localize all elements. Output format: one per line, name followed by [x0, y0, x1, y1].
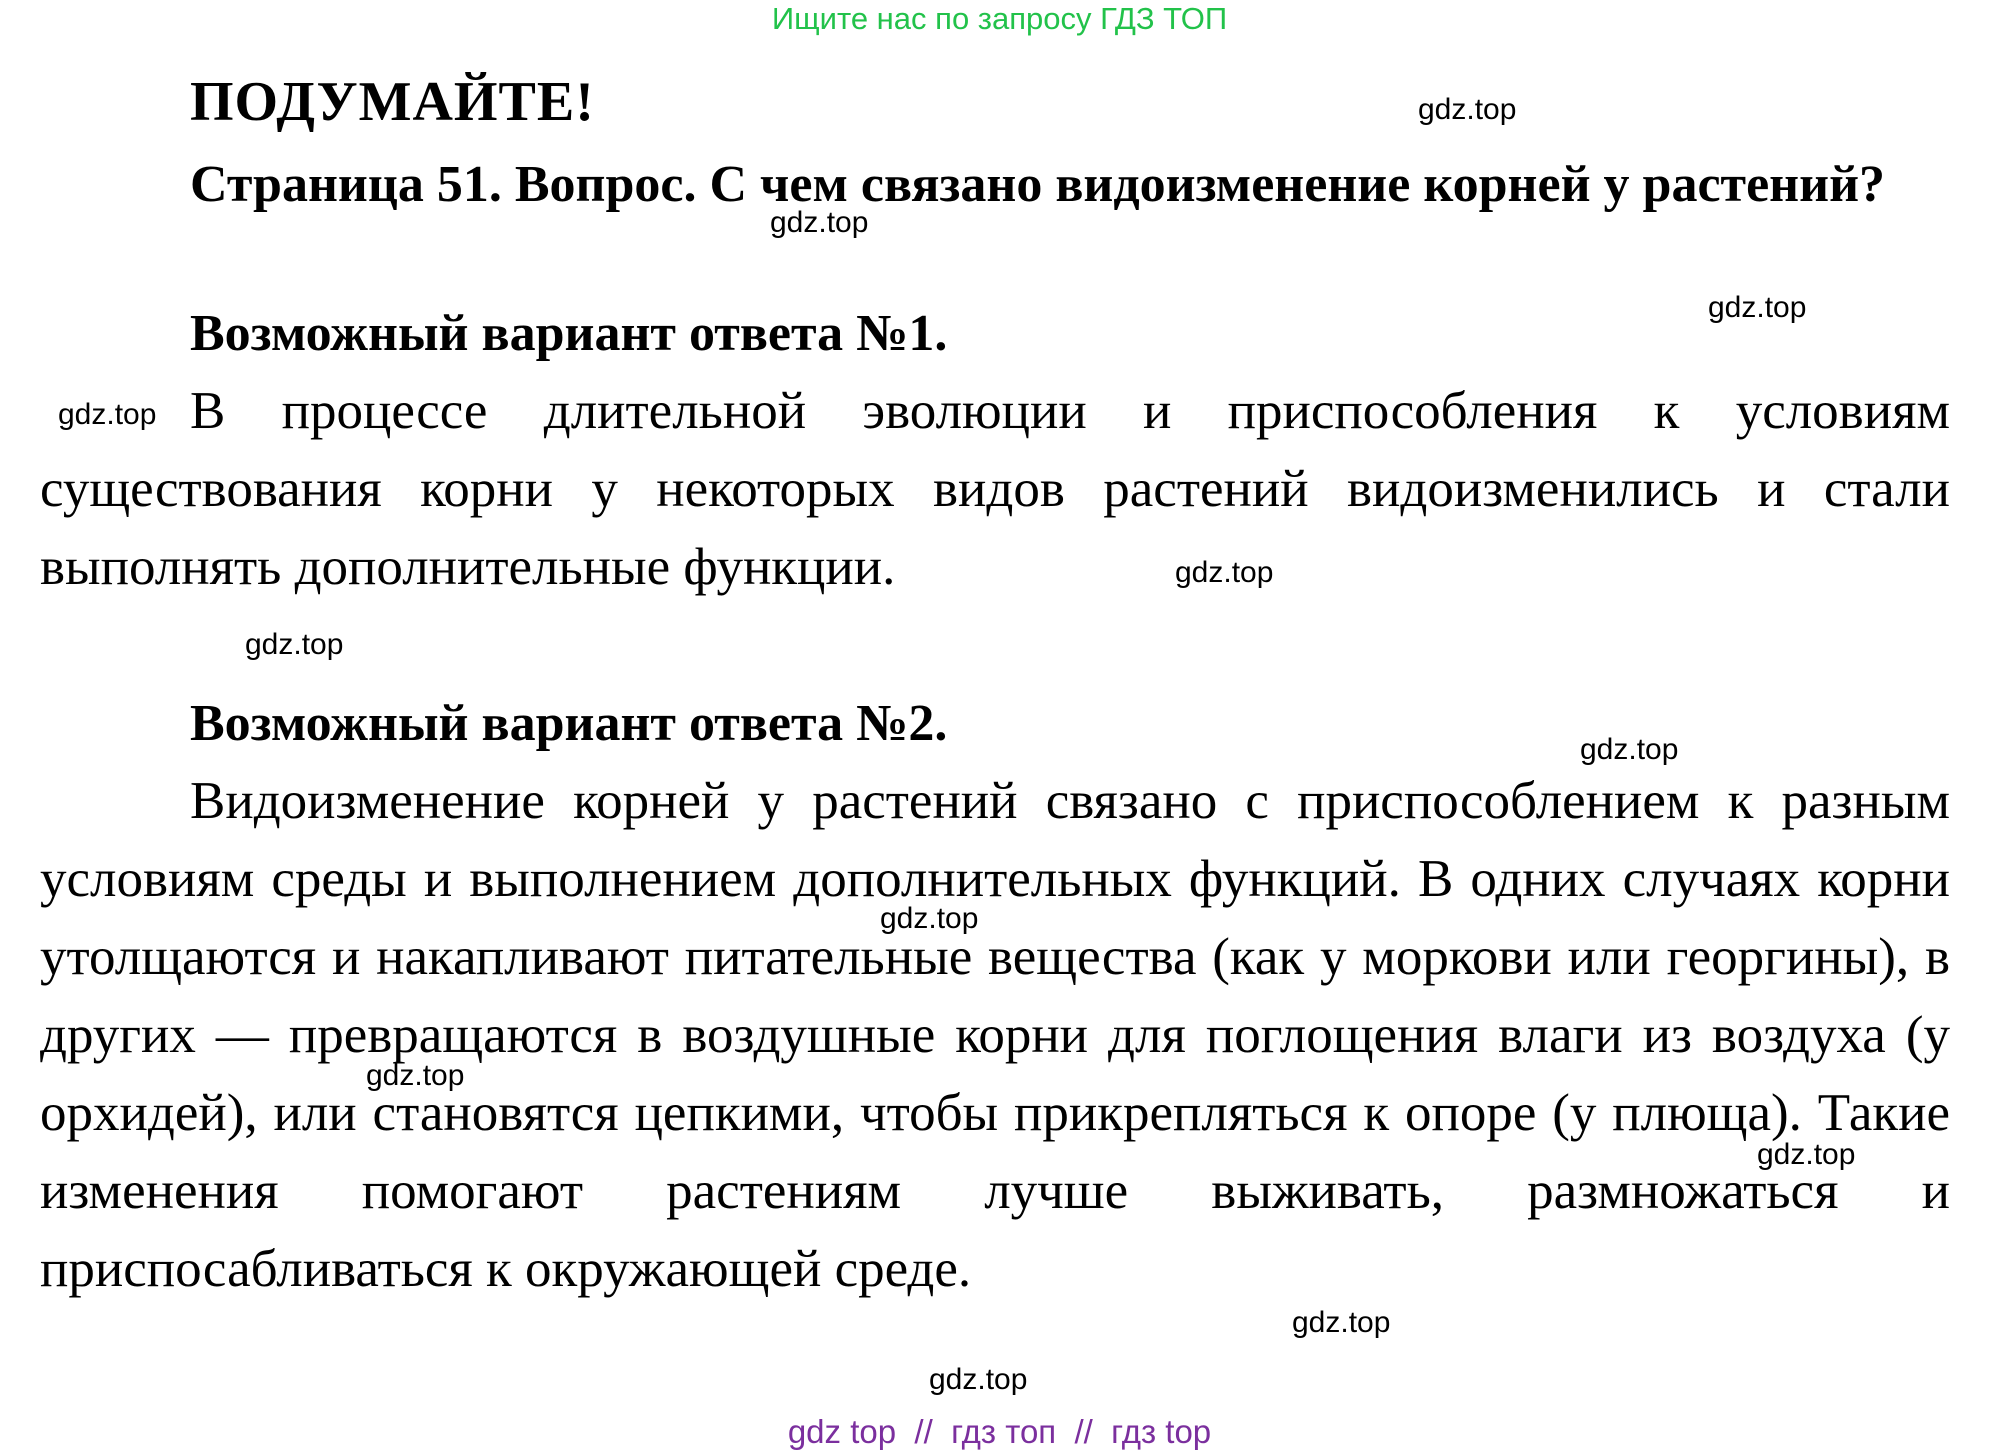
answer-1-title: Возможный вариант ответа №1. — [190, 305, 948, 362]
search-hint-banner: Ищите нас по запросу ГДЗ ТОП — [771, 1, 1228, 36]
watermark: gdz.top — [880, 902, 979, 935]
answer-1-text: В процессе длительной эволюции и приспособления к условиям существования корни у некоторых видов растений видоизменились и стали выполнять дополнительные функции. — [40, 382, 1950, 596]
watermark: gdz.top — [1292, 1306, 1391, 1339]
watermark: gdz.top — [58, 398, 157, 431]
watermark: gdz.top — [366, 1059, 465, 1092]
answer-2-text: Видоизменение корней у растений связано с приспособлением к разным условиям среды и выполнением дополнительных функций. В одних случаях корни утолщаются и накапливают питательные вещества (как у моркови или георгины), в других — превращаются в воздушные корни для поглощения влаги из воздуха (у орхидей), или становятся цепкими, чтобы прикрепляться к опоре (у плюща). Такие изменения помогают растениям лучше выживать, размножаться и приспосабливаться к окружающей среде. — [40, 772, 1950, 1298]
watermark: gdz.top — [1708, 291, 1807, 324]
watermark: gdz.top — [1175, 556, 1274, 589]
footer-links: gdz top // гдз топ // гдз top — [787, 1413, 1212, 1450]
watermark: gdz.top — [245, 628, 344, 661]
answer-2-title: Возможный вариант ответа №2. — [190, 695, 948, 752]
watermark: gdz.top — [1418, 93, 1517, 126]
watermark: gdz.top — [770, 206, 869, 239]
watermark: gdz.top — [929, 1363, 1028, 1396]
watermark: gdz.top — [1580, 733, 1679, 766]
page-heading: ПОДУМАЙТЕ! — [190, 71, 595, 133]
question-text: Страница 51. Вопрос. С чем связано видоизменение корней у растений? — [190, 156, 1886, 213]
watermark: gdz.top — [1757, 1138, 1856, 1171]
